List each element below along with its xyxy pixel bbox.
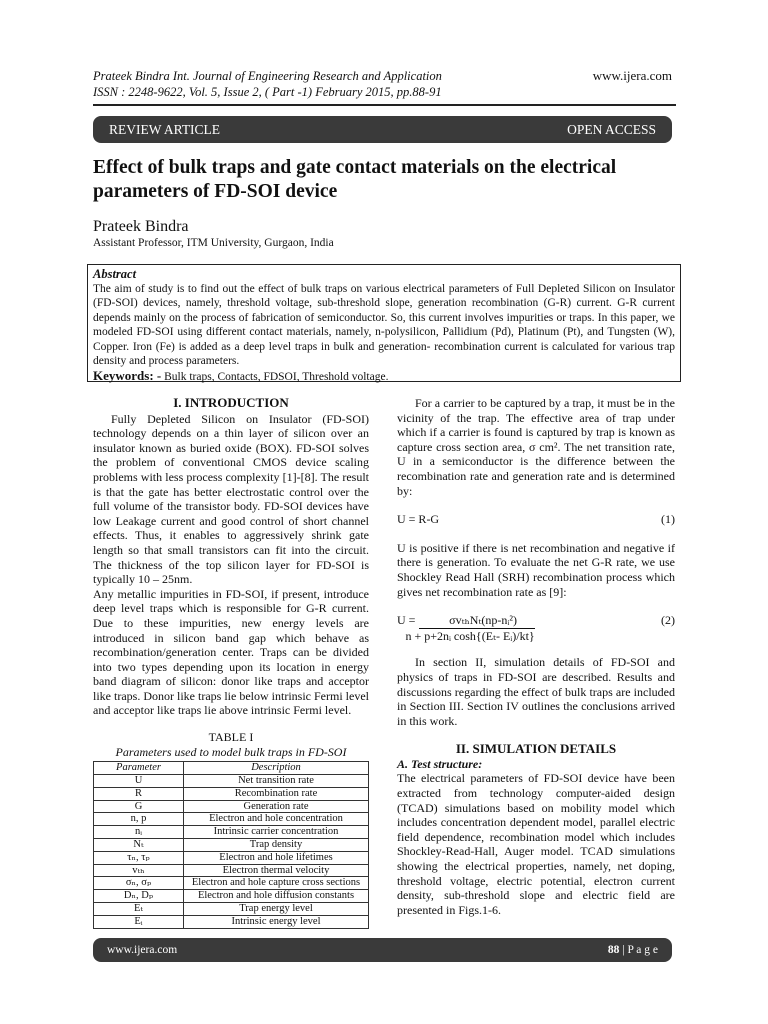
equation-2 [397, 613, 675, 643]
table-cell-parameter: n, p [94, 813, 184, 826]
table-row [94, 877, 369, 890]
section-heading-simulation: II. SIMULATION DETAILS [455, 741, 617, 757]
page-number-value: 88 [607, 944, 620, 956]
table-row [94, 864, 369, 877]
table-cell-description: Trap density [184, 839, 369, 852]
parameters-table [93, 761, 369, 928]
table-cell-parameter: nᵢ [94, 826, 184, 839]
equation-2-fraction [405, 613, 535, 643]
table-cell-description: Recombination rate [184, 787, 369, 800]
table-cell-description: Intrinsic energy level [184, 915, 369, 928]
table-caption: Parameters used to model bulk traps in FD-SOI [115, 744, 347, 759]
equation-1-number: (1) [661, 512, 675, 527]
table-label: TABLE I [208, 730, 254, 745]
header-rule [93, 104, 676, 106]
table-row [94, 800, 369, 813]
equation-2-denominator: n + p+2nᵢ cosh{(Eₜ- Eᵢ)/kt} [405, 628, 535, 643]
keywords-list: Bulk traps, Contacts, FDSOI, Threshold voltage. [161, 370, 389, 383]
table-cell-description: Electron and hole lifetimes [184, 851, 369, 864]
article-type: REVIEW ARTICLE [109, 121, 221, 137]
section-heading-intro: I. INTRODUCTION [173, 395, 289, 410]
author-affiliation: Assistant Professor, ITM University, Gurgaon, India [93, 237, 334, 249]
equation-1 [397, 512, 675, 527]
equation-2-body [397, 613, 535, 643]
table-cell-parameter: vₜₕ [94, 864, 184, 877]
table-cell-description: Electron and hole diffusion constants [184, 890, 369, 903]
table-cell-parameter: G [94, 800, 184, 813]
table-row [94, 890, 369, 903]
intro-paragraph-1: Fully Depleted Silicon on Insulator (FD-SOI) technology depends on a thin layer of silicon over an insulator known as buried oxide (BOX). FD-SOI solves the problem of conventional CMOS device scaling problems with less process complexity [1]-[8]. The result is that the gate has better electrostatic control over the full volume of the transistor body. FD-SOI devices have low Leakage current and good control of short channel effects. Thus, it enables to aggressively shrink gate length so that small transistors can fit into the circuit. The thickness of the top silicon layer for FD-SOI is typically 10 – 25nm. [93, 411, 369, 587]
right-column [397, 396, 675, 917]
table-cell-parameter: Nₜ [94, 839, 184, 852]
journal-citation [93, 68, 442, 100]
table-cell-description: Electron and hole capture cross sections [184, 877, 369, 890]
header-url[interactable]: www.ijera.com [592, 68, 672, 83]
right-paragraph-4: The electrical parameters of FD-SOI device have been extracted from technology computer-aided design (TCAD) simulations based on mobility model which includes concentration dependent model, parallel electric field dependence, recombination model which includes Shockley-Read-Hall, Auger model. TCAD simulations showing the electrical properties, namely, net doping, threshold voltage, electric potential, electron current density, sub-threshold slope and electric field are presented in Figs.1-6. [397, 771, 675, 917]
table-cell-parameter: R [94, 787, 184, 800]
subsection-heading-test-structure: A. Test structure: [397, 756, 483, 771]
table-cell-parameter: Eₜ [94, 903, 184, 916]
table-cell-description: Net transition rate [184, 775, 369, 788]
footer-url[interactable]: www.ijera.com [107, 944, 178, 956]
intro-paragraph-2: Any metallic impurities in FD-SOI, if present, introduce deep level traps which is responsible for G-R current. Due to these impurities, new energy levels are introduced in silicon band gap which behave as recombination/generation center. Traps can be divided into two types depending upon its location in energy band diagram of silicon: donor like traps and acceptor like traps. Donor like traps lie below intrinsic Fermi level and acceptor like traps lie above intrinsic Fermi level. [93, 586, 369, 718]
access-type: OPEN ACCESS [567, 121, 656, 137]
table-header-parameter: Parameter [94, 762, 184, 775]
table-cell-description: Electron thermal velocity [184, 864, 369, 877]
equation-1-body: U = R-G [397, 512, 440, 527]
table-row [94, 915, 369, 928]
abstract-box [87, 264, 681, 382]
equation-2-lhs: U = [397, 613, 416, 628]
equation-2-number: (2) [661, 613, 675, 628]
page-number [608, 944, 658, 956]
author-name: Prateek Bindra [93, 218, 189, 235]
table-header-description: Description [184, 762, 369, 775]
table-row [94, 851, 369, 864]
journal-issn: ISSN : 2248-9622, Vol. 5, Issue 2, ( Part -1) February 2015, pp.88-91 [93, 85, 442, 99]
article-banner [93, 116, 672, 143]
abstract-heading: Abstract [93, 267, 137, 281]
keywords [93, 369, 675, 385]
table-cell-parameter: σₙ, σₚ [94, 877, 184, 890]
table-row [94, 826, 369, 839]
keywords-label: Keywords: - [93, 367, 162, 383]
table-header-row [94, 762, 369, 775]
journal-name: Prateek Bindra Int. Journal of Engineering Research and Application [93, 69, 442, 83]
equation-2-numerator: σvₜₕNₜ(np-nᵢ²) [419, 613, 534, 629]
table-cell-description: Trap energy level [184, 903, 369, 916]
table-row [94, 813, 369, 826]
table-cell-description: Electron and hole concentration [184, 813, 369, 826]
right-paragraph-2: U is positive if there is net recombination and negative if there is generation. To evaluate the net G-R rate, we use Shockley Read Hall (SRH) recombination process which gives net recombination rate as [9]: [397, 540, 675, 599]
table-cell-parameter: Dₙ, Dₚ [94, 890, 184, 903]
left-column [93, 396, 369, 929]
paper-title: Effect of bulk traps and gate contact materials on the electrical parameters of FD-SOI device [93, 157, 617, 202]
table-cell-parameter: U [94, 775, 184, 788]
page-label: | P a g e [619, 944, 658, 956]
table-row [94, 775, 369, 788]
table-row [94, 903, 369, 916]
table-row [94, 787, 369, 800]
table-cell-parameter: τₙ, τₚ [94, 851, 184, 864]
table-cell-description: Intrinsic carrier concentration [184, 826, 369, 839]
page-footer [93, 938, 672, 962]
table-cell-parameter: Eᵢ [94, 915, 184, 928]
abstract-text: The aim of study is to find out the effect of bulk traps on various electrical parameters of Full Depleted Silicon on Insulator (FD-SOI) devices, namely, threshold voltage, sub-threshold slope, generation recombination (G-R) current. G-R current depends mainly on the process of fabrication of semiconductor. So, this current involves impurities or traps. In this paper, we modeled FD-SOI using different contact materials, namely, n-polysilicon, Pallidium (Pd), Platinum (Pt), and Tungsten (W), Copper. Iron (Fe) is added as a deep level traps in bulk and generation- recombination current is calculated for various trap density and process parameters. [93, 282, 675, 367]
right-paragraph-3: In section II, simulation details of FD-SOI and physics of traps in FD-SOI are described. Results and discussions regarding the effect of bulk traps are included in Section III. Section IV outlines the conclusions arrived in this work. [397, 655, 675, 728]
right-paragraph-1: For a carrier to be captured by a trap, it must be in the vicinity of the trap. The effective area of trap under which if a carrier is found is captured by trap is known as capture cross section area, σ cm². The net transition rate, U in a semiconductor is the difference between the recombination rate and generation rate and is determined by: [397, 396, 675, 498]
table-row [94, 839, 369, 852]
table-cell-description: Generation rate [184, 800, 369, 813]
